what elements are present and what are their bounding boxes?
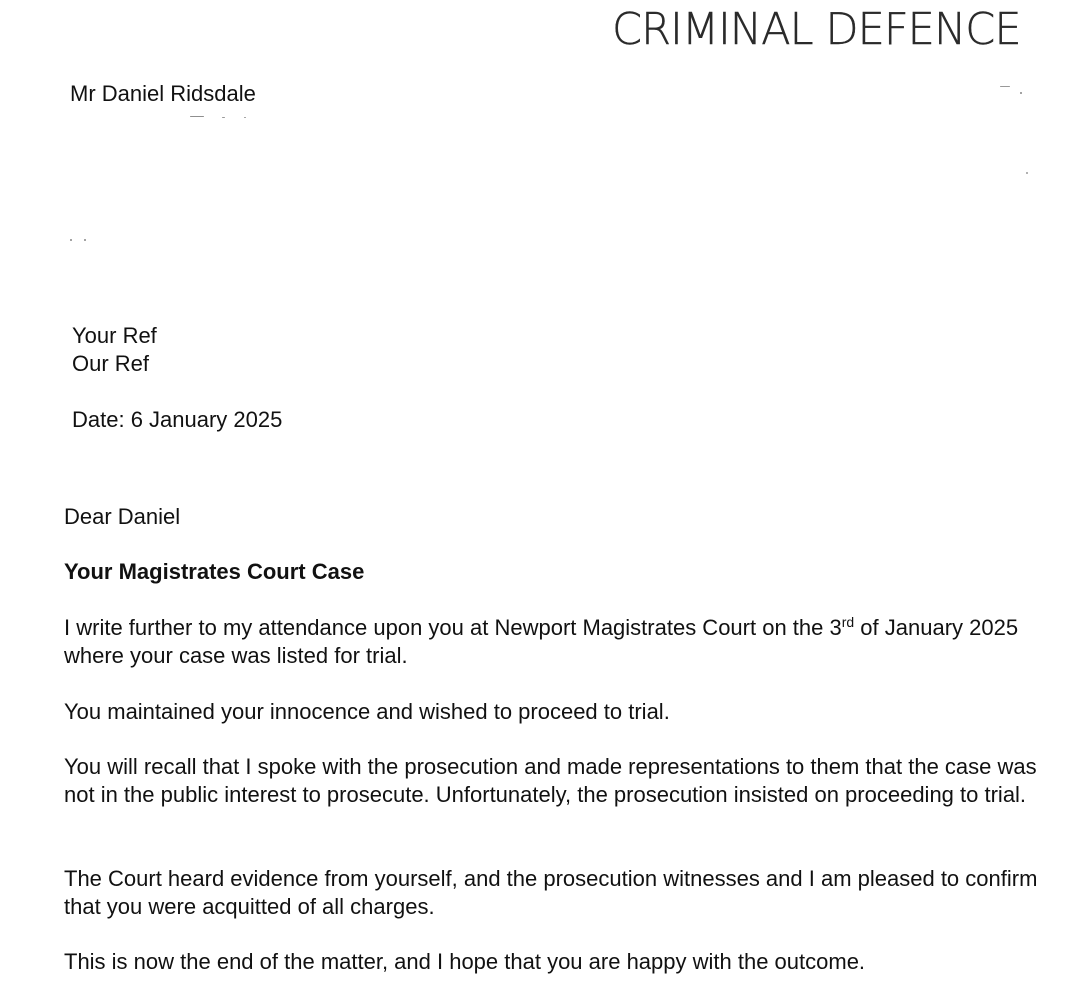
firm-logo: CRIMINAL DEFENCE — [612, 4, 1021, 55]
scan-mark — [222, 117, 225, 118]
scan-mark — [1020, 92, 1022, 94]
scan-mark — [70, 239, 72, 241]
paragraph-acquittal: The Court heard evidence from yourself, and the prosecution witnesses and I am pleased to confirm that you were acquitted of all charges. — [64, 866, 1038, 919]
recipient-name: Mr Daniel Ridsdale — [70, 81, 256, 106]
scan-mark — [1000, 86, 1010, 87]
paragraph-representations: You will recall that I spoke with the prosecution and made representations to them that the case was not in the public interest to prosecute. Unfortunately, the prosecution insisted on proceeding to trial. — [64, 754, 1037, 807]
your-ref-label: Your Ref — [72, 323, 157, 348]
paragraph-innocence: You maintained your innocence and wished to proceed to trial. — [64, 699, 670, 724]
letter-subject: Your Magistrates Court Case — [64, 559, 365, 584]
scan-mark — [244, 117, 246, 118]
ordinal-suffix: rd — [841, 614, 855, 630]
scan-mark — [84, 239, 86, 241]
scan-mark — [1026, 172, 1028, 174]
our-ref-label: Our Ref — [72, 351, 150, 376]
paragraph-attendance-text-end: of January 2025 where your case was listed for trial. — [64, 615, 1019, 668]
paragraph-attendance — [64, 614, 1049, 670]
paragraph-attendance-text-start: I write further to my attendance upon you at Newport Magistrates Court on the 3 — [64, 615, 842, 640]
paragraph-conclusion: This is now the end of the matter, and I hope that you are happy with the outcome. — [64, 949, 866, 974]
letter-date: Date: 6 January 2025 — [72, 407, 283, 432]
scan-mark — [190, 116, 204, 117]
salutation: Dear Daniel — [64, 504, 181, 529]
